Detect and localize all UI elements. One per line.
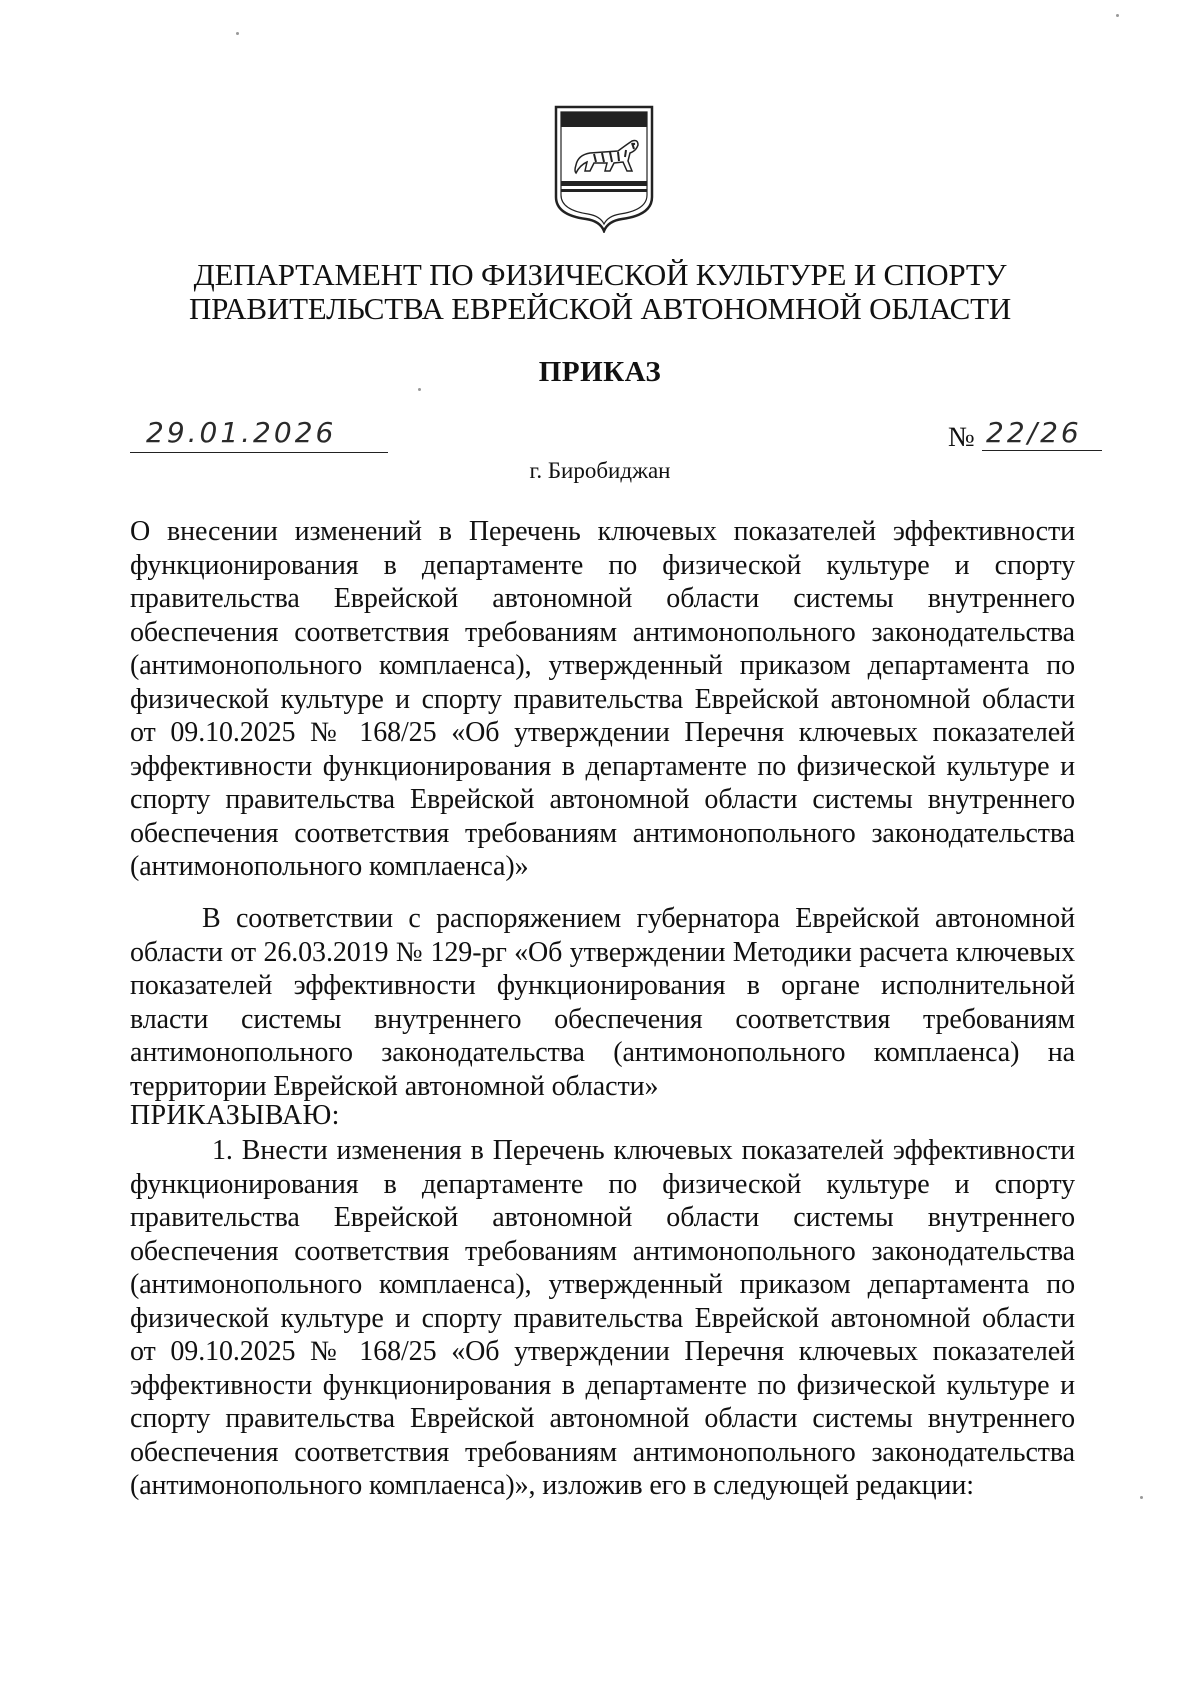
order-subject: О внесении изменений в Перечень ключевых показателей эффективности функционирования в департаменте по физической культуре и спорту правительства Еврейской автономной области системы внутреннего обеспечения соответствия требованиям антимонопольного законодательства (антимонопольного комплаенса), утвержденный приказом департамента по физической культуре и спорту правительства Еврейской автономной области от 09.10.2025 № 168/25 «Об утверждении Перечня ключевых показателей эффективности функционирования в департаменте по физической культуре и спорту правительства Еврейской автономной области системы внутреннего обеспечения соответствия требованиям антимонопольного законодательства (антимонопольного комплаенса)» bbox=[130, 516, 1075, 882]
order-basis-paragraph: В соответствии с распоряжением губернатора Еврейской автономной области от 26.03.2019 № 129-рг «Об утверждении Методики расчета ключевых показателей эффективности функционирования в органе исполнительной власти системы внутреннего обеспечения соответствия требованиям антимонопольного законодательства (антимонопольного комплаенса) на территории Еврейской автономной области» bbox=[130, 903, 1075, 1102]
order-number: 22/26 bbox=[986, 416, 1082, 449]
document-title: ПРИКАЗ bbox=[538, 356, 662, 388]
order-directive-word: ПРИКАЗЫВАЮ: bbox=[130, 1100, 340, 1131]
scan-speck bbox=[1140, 1496, 1143, 1499]
scan-speck bbox=[236, 32, 239, 35]
number-sign: № bbox=[948, 422, 975, 453]
scan-speck bbox=[418, 388, 421, 391]
order-date-field bbox=[130, 418, 388, 453]
department-name-line2: ПРАВИТЕЛЬСТВА ЕВРЕЙСКОЙ АВТОНОМНОЙ ОБЛАСТИ bbox=[188, 291, 1012, 326]
scan-speck bbox=[1116, 14, 1119, 17]
department-name-line1: ДЕПАРТАМЕНТ ПО ФИЗИЧЕСКОЙ КУЛЬТУРЕ И СПОРТУ bbox=[193, 257, 1007, 292]
coat-of-arms-tiger-icon bbox=[552, 105, 656, 233]
order-number-underline bbox=[982, 414, 1102, 451]
order-date: 29.01.2026 bbox=[146, 416, 337, 449]
order-item-1: 1. Внести изменения в Перечень ключевых показателей эффективности функционирования в департаменте по физической культуре и спорту правительства Еврейской автономной области системы внутреннего обеспечения соответствия требованиям антимонопольного законодательства (антимонопольного комплаенса), утвержденный приказом департамента по физической культуре и спорту правительства Еврейской автономной области от 09.10.2025 № 168/25 «Об утверждении Перечня ключевых показателей эффективности функционирования в департаменте по физической культуре и спорту правительства Еврейской автономной области системы внутреннего обеспечения соответствия требованиям антимонопольного законодательства (антимонопольного комплаенса)», изложив его в следующей редакции: bbox=[130, 1135, 1075, 1501]
city-label: г. Биробиджан bbox=[529, 458, 671, 483]
